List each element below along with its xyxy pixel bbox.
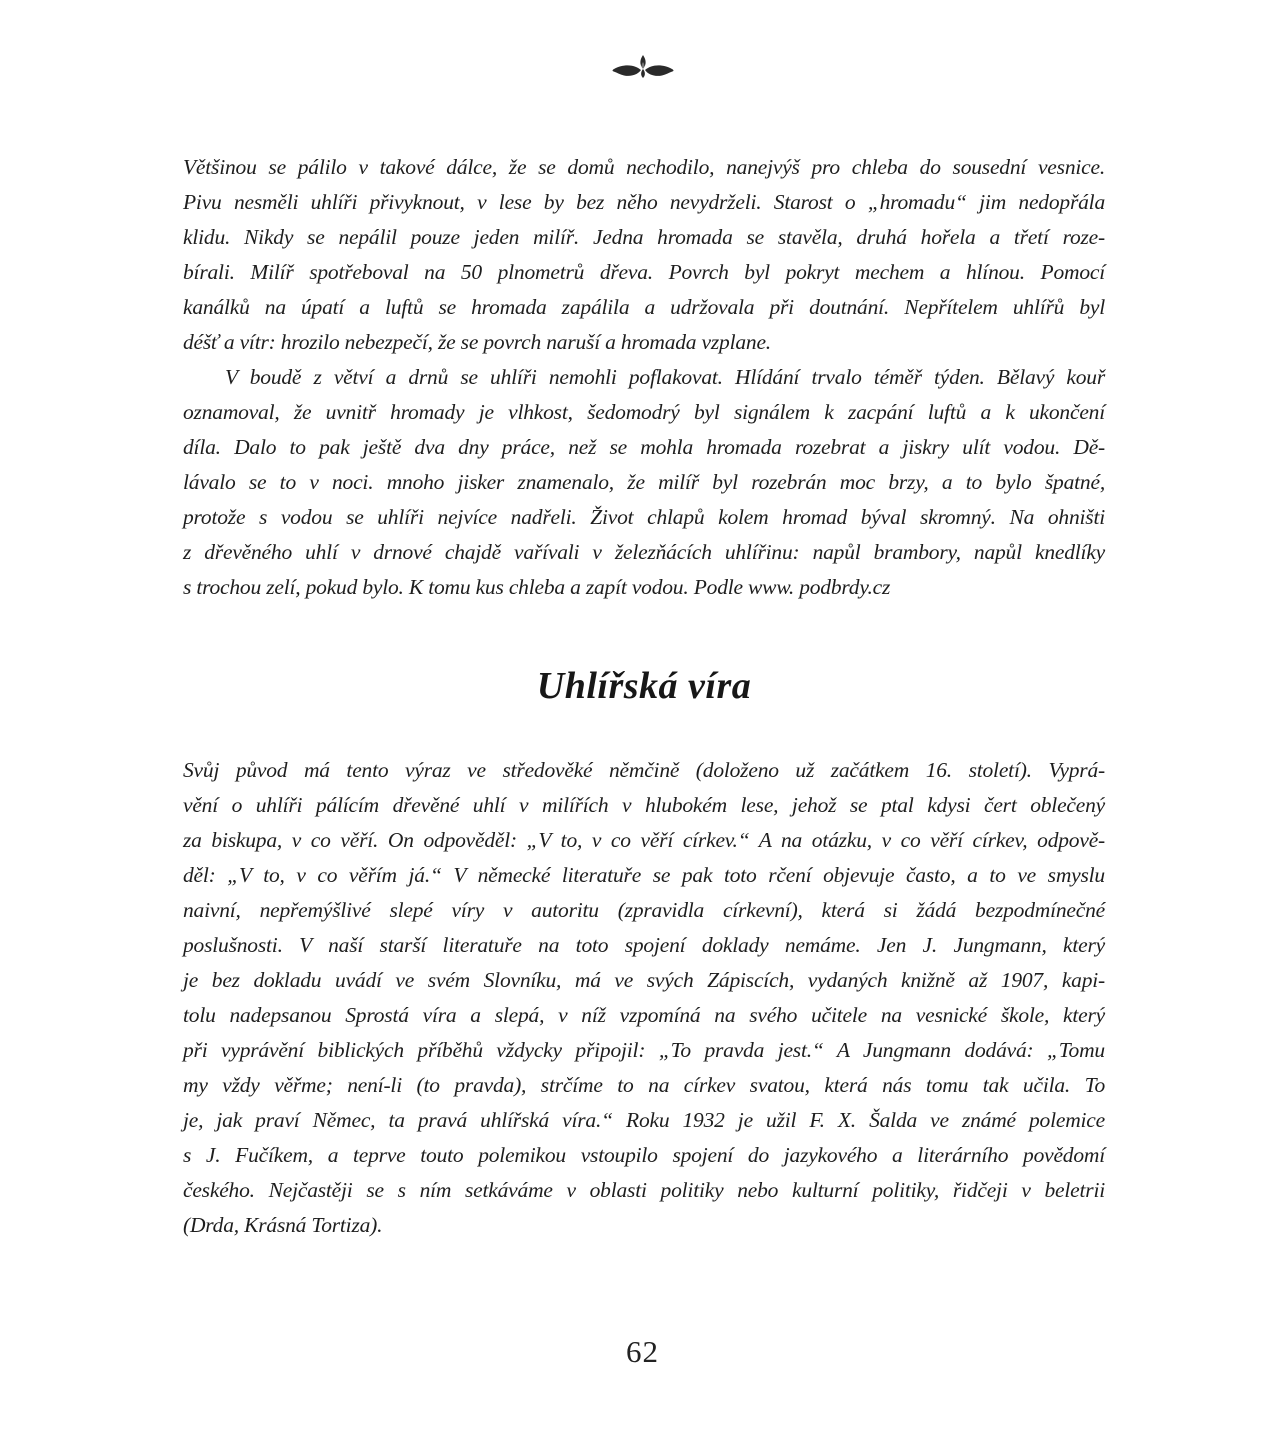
text-line: naivní, nepřemýšlivé slepé víry v autoritu (zpravidla církevní), která si žádá bezpodmínečné — [183, 898, 1105, 922]
text-line: s trochou zelí, pokud bylo. K tomu kus chleba a zapít vodou. Podle www. podbrdy.cz — [183, 575, 891, 599]
text-line: oznamoval, že uvnitř hromady je vlhkost, šedomodrý byl signálem k zacpání luftů a k ukončení — [183, 400, 1105, 424]
text-block — [183, 150, 1105, 1243]
text-line: Většinou se pálilo v takové dálce, že se domů nechodilo, nanejvýš pro chleba do sousední vesnice. — [183, 155, 1105, 179]
text-line: (Drda, Krásná Tortiza). — [183, 1213, 383, 1237]
page-header-ornament — [0, 54, 1285, 84]
text-line: protože s vodou se uhlíři nejvíce nadřeli. Život chlapů kolem hromad býval skromný. Na ohništi — [183, 505, 1105, 529]
page-number: 62 — [626, 1334, 659, 1369]
page-footer — [0, 1334, 1285, 1370]
text-line: Svůj původ má tento výraz ve středověké němčině (doloženo už začátkem 16. století). Vyprá- — [183, 758, 1105, 782]
text-line: z dřevěného uhlí v drnové chajdě vařívali v železňácích uhlířinu: napůl brambory, napůl knedlíky — [183, 540, 1105, 564]
text-line: lávalo se to v noci. mnoho jisker znamenalo, že milíř byl rozebrán moc brzy, a to bylo špatné, — [183, 470, 1105, 494]
text-line: českého. Nejčastěji se s ním setkáváme v oblasti politiky nebo kulturní politiky, řidčeji v beletrii — [183, 1178, 1105, 1202]
text-line: my vždy věřme; není-li (to pravda), strčíme to na církev svatou, která nás tomu tak učila. To — [183, 1073, 1105, 1097]
section-heading: Uhlířská víra — [536, 665, 752, 707]
text-line: V boudě z větví a drnů se uhlíři nemohli poflakovat. Hlídání trvalo téměř týden. Bělavý kouř — [225, 365, 1105, 389]
text-line: s J. Fučíkem, a teprve touto polemikou vstoupilo spojení do jazykového a literárního povědomí — [183, 1143, 1105, 1167]
text-line: je, jak praví Němec, ta pravá uhlířská víra.“ Roku 1932 je užil F. X. Šalda ve známé polemice — [183, 1108, 1105, 1132]
text-line: je bez dokladu uvádí ve svém Slovníku, má ve svých Zápiscích, vydaných knižně až 1907, kapi- — [183, 968, 1105, 992]
paragraph — [183, 360, 1105, 605]
text-line: déšť a vítr: hrozilo nebezpečí, že se povrch naruší a hromada vzplane. — [183, 330, 771, 354]
text-line: poslušnosti. V naší starší literatuře na toto spojení doklady nemáme. Jen J. Jungmann, který — [183, 933, 1105, 957]
text-line: při vyprávění biblických příběhů vždycky připojil: „To pravda jest.“ A Jungmann dodává: „Tomu — [183, 1038, 1105, 1062]
text-line: bírali. Milíř spotřeboval na 50 plnometrů dřeva. Povrch byl pokryt mechem a hlínou. Pomocí — [183, 260, 1105, 284]
text-line: tolu nadepsanou Sprostá víra a slepá, v níž vzpomíná na svého učitele na vesnické škole, který — [183, 1003, 1105, 1027]
text-line: Pivu nesměli uhlíři přivyknout, v lese by bez něho nevydrželi. Starost o „hromadu“ jim nedopřála — [183, 190, 1105, 214]
text-line: kanálků na úpatí a luftů se hromada zapálila a udržovala při doutnání. Nepřítelem uhlířů byl — [183, 295, 1105, 319]
paragraph — [183, 753, 1105, 1243]
fleuron-ornament-icon — [610, 54, 676, 84]
text-line: za biskupa, v co věří. On odpověděl: „V to, v co věří církev.“ A na otázku, v co věří církev, odpově- — [183, 828, 1105, 852]
text-line: děl: „V to, v co věřím já.“ V německé literatuře se pak toto rčení objevuje často, a to ve smyslu — [183, 863, 1105, 887]
text-line: díla. Dalo to pak ještě dva dny práce, než se mohla hromada rozebrat a jiskry ulít vodou. Dě- — [183, 435, 1105, 459]
text-line: vění o uhlíři pálícím dřevěné uhlí v milířích v hlubokém lese, jehož se ptal kdysi čert oblečený — [183, 793, 1105, 817]
paragraph — [183, 150, 1105, 360]
text-line: klidu. Nikdy se nepálil pouze jeden milíř. Jedna hromada se stavěla, druhá hořela a třetí roze- — [183, 225, 1105, 249]
